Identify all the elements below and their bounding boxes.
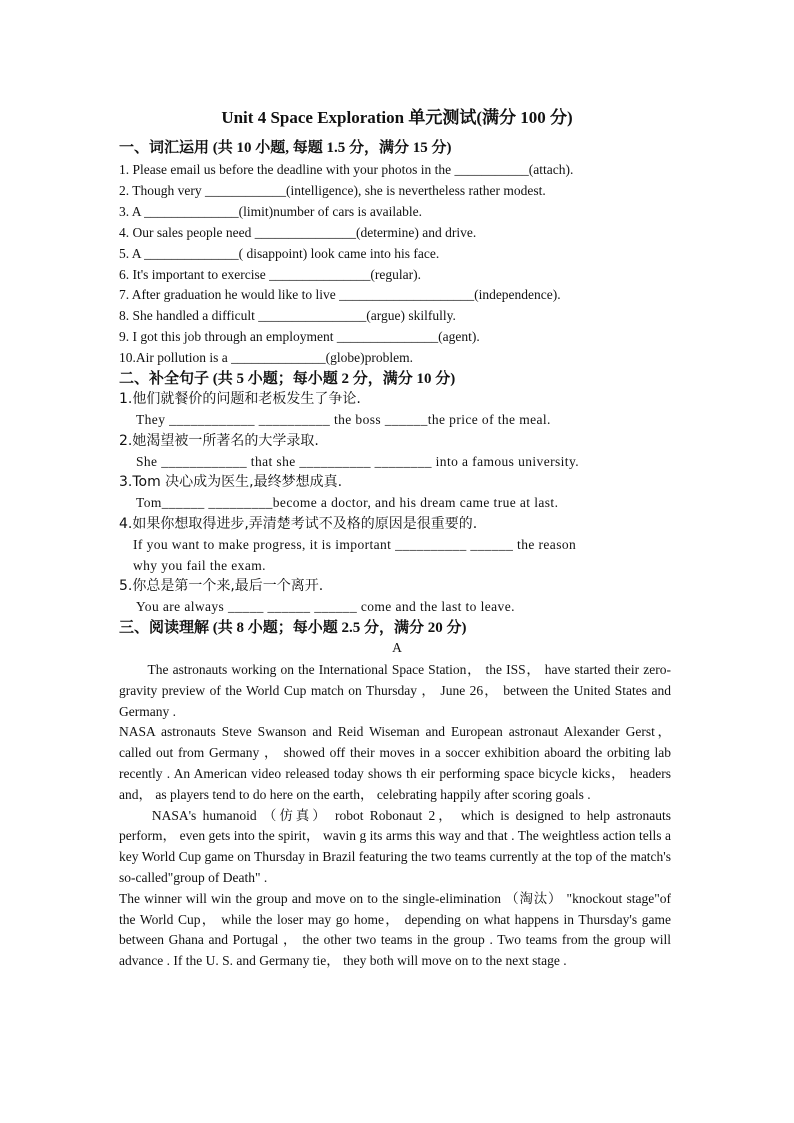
sentence-4-english-cont: why you fail the exam. bbox=[133, 558, 266, 573]
sentence-1-english: They ____________ __________ the boss ______the price of the meal. bbox=[136, 412, 551, 427]
page-title: Unit 4 Space Exploration 单元测试(满分 100 分) bbox=[221, 108, 573, 127]
sentence-3-english: Tom______ _________become a doctor, and his dream came true at last. bbox=[136, 495, 559, 510]
vocab-item-2: 2. Though very ____________(intelligence), she is nevertheless rather modest. bbox=[119, 183, 546, 198]
vocab-item-6: 6. It's important to exercise _______________(regular). bbox=[119, 267, 421, 282]
sentence-1-chinese: 1.他们就餐价的问题和老板发生了争论. bbox=[119, 391, 361, 407]
vocab-item-5: 5. A ______________( disappoint) look came into his face. bbox=[119, 246, 440, 261]
vocab-item-9: 9. I got this job through an employment _______________(agent). bbox=[119, 329, 480, 344]
vocab-item-3: 3. A ______________(limit)number of cars is available. bbox=[119, 204, 422, 219]
sentence-5-chinese: 5.你总是第一个来,最后一个离开. bbox=[119, 578, 324, 594]
section3-heading: 三、阅读理解 (共 8 小题；每小题 2.5 分，满分 20 分) bbox=[119, 620, 467, 636]
vocab-item-10: 10.Air pollution is a ______________(globe)problem. bbox=[119, 350, 413, 365]
passage-paragraph-3: NASA's humanoid （仿真） robot Robonaut 2， which is designed to help astronauts perform， even gets into the spirit， wavin g its arms this way and that . The weightless action tells a key World Cup game on Thursday in Brazil featuring the two teams currently at the top of the match's so-called"group of Death" . bbox=[119, 807, 671, 885]
vocab-item-1: 1. Please email us before the deadline with your photos in the ___________(attach). bbox=[119, 162, 574, 177]
passage-label: A bbox=[392, 640, 402, 655]
vocab-item-7: 7. After graduation he would like to live ____________________(independence). bbox=[119, 287, 561, 302]
passage-paragraph-1: The astronauts working on the International Space Station， the ISS， have started their zero-gravity preview of the World Cup match on Thursday ， June 26， between the United States and Germany . bbox=[119, 662, 671, 719]
reading-passage bbox=[119, 660, 671, 972]
sentence-2-chinese: 2.她渴望被一所著名的大学录取. bbox=[119, 433, 319, 449]
sentence-5-english: You are always _____ ______ ______ come and the last to leave. bbox=[136, 599, 515, 614]
passage-paragraph-2: NASA astronauts Steve Swanson and Reid Wiseman and European astronaut Alexander Gerst， called out from Germany ， showed off their moves in a soccer exhibition aboard the orbiting lab recently . An American video released today shows th eir performing space bicycle kicks， headers and， as players tend to do here on the earth， celebrating happily after scoring goals . bbox=[119, 724, 671, 802]
sentence-4-chinese: 4.如果你想取得进步,弄清楚考试不及格的原因是很重要的. bbox=[119, 516, 478, 532]
passage-paragraph-4: The winner will win the group and move on to the single-elimination （淘汰） "knockout stage"of the World Cup， while the loser may go home， depending on what happens in Thursday's game between Ghana and Portugal ， the other two teams in the group . Two teams from the group will advance . If the U. S. and Germany tie， they both will move on to the next stage . bbox=[119, 890, 671, 969]
sentence-4-english: If you want to make progress, it is important __________ ______ the reason bbox=[133, 537, 577, 552]
section2-heading: 二、补全句子 (共 5 小题；每小题 2 分，满分 10 分) bbox=[119, 371, 456, 387]
sentence-3-chinese: 3.Tom 决心成为医生,最终梦想成真. bbox=[119, 474, 343, 490]
vocab-item-4: 4. Our sales people need _______________(determine) and drive. bbox=[119, 225, 477, 240]
vocab-item-8: 8. She handled a difficult ________________(argue) skilfully. bbox=[119, 308, 456, 323]
section1-heading: 一、词汇运用 (共 10 小题, 每题 1.5 分，满分 15 分) bbox=[119, 140, 452, 156]
sentence-2-english: She ____________ that she __________ ________ into a famous university. bbox=[136, 454, 579, 469]
